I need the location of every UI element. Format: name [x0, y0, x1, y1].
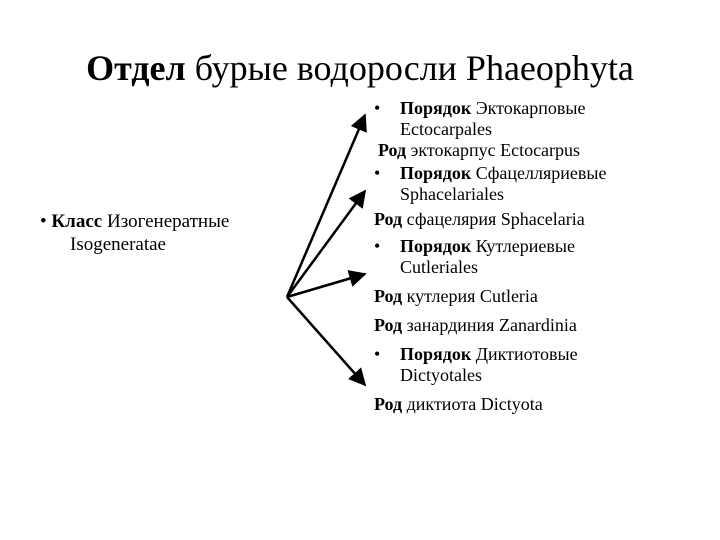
order-label: Порядок: [400, 163, 472, 183]
order-label: Порядок: [400, 98, 472, 118]
bullet-icon: •: [374, 344, 381, 364]
order-latin: Ectocarpales: [400, 119, 492, 139]
class-name: Изогенератные: [106, 211, 230, 232]
arrow-to-order-cutleriales: [287, 274, 365, 297]
order-item: [374, 344, 606, 365]
order-label: Порядок: [400, 236, 472, 256]
arrow-to-order-dictyotales: [287, 297, 365, 385]
title-rest: бурые водоросли Phaeophyta: [194, 48, 634, 88]
genus-item: [374, 286, 606, 307]
genus-item: [374, 209, 606, 230]
genus-label: Род: [374, 209, 403, 229]
order-label: Порядок: [400, 344, 472, 364]
genus-name: диктиота Dictyota: [406, 394, 543, 414]
order-item: [374, 98, 606, 119]
genus-item: [374, 140, 606, 161]
order-item: [374, 163, 606, 184]
genus-item: [374, 394, 606, 415]
order-name: Диктиотовые: [475, 344, 578, 364]
title-bold: Отдел: [86, 48, 186, 88]
genus-name: кутлерия Cutleria: [406, 286, 538, 306]
bullet-icon: •: [374, 236, 381, 256]
genus-name: занардиния Zanardinia: [406, 315, 577, 335]
bullet-icon: •: [374, 98, 381, 118]
genus-label: Род: [374, 394, 403, 414]
order-name: Кутлериевые: [475, 236, 575, 256]
class-latin: Isogeneratae: [70, 234, 166, 255]
genus-label: Род: [374, 286, 403, 306]
order-name: Сфацелляриевые: [475, 163, 607, 183]
bullet-icon: •: [374, 163, 381, 183]
orders-list: [374, 98, 606, 415]
genus-name: эктокарпус Ectocarpus: [410, 140, 581, 160]
genus-name: сфацелярия Sphacelaria: [406, 209, 585, 229]
order-latin: Dictyotales: [400, 365, 482, 385]
genus-label: Род: [378, 140, 407, 160]
genus-label: Род: [374, 315, 403, 335]
order-item: [374, 236, 606, 257]
order-latin: Sphacelariales: [400, 184, 504, 204]
bullet-icon: •: [40, 211, 47, 232]
order-name: Эктокарповые: [475, 98, 586, 118]
genus-item: [374, 315, 606, 336]
class-label: Класс: [51, 211, 103, 232]
order-latin: Cutleriales: [400, 257, 478, 277]
